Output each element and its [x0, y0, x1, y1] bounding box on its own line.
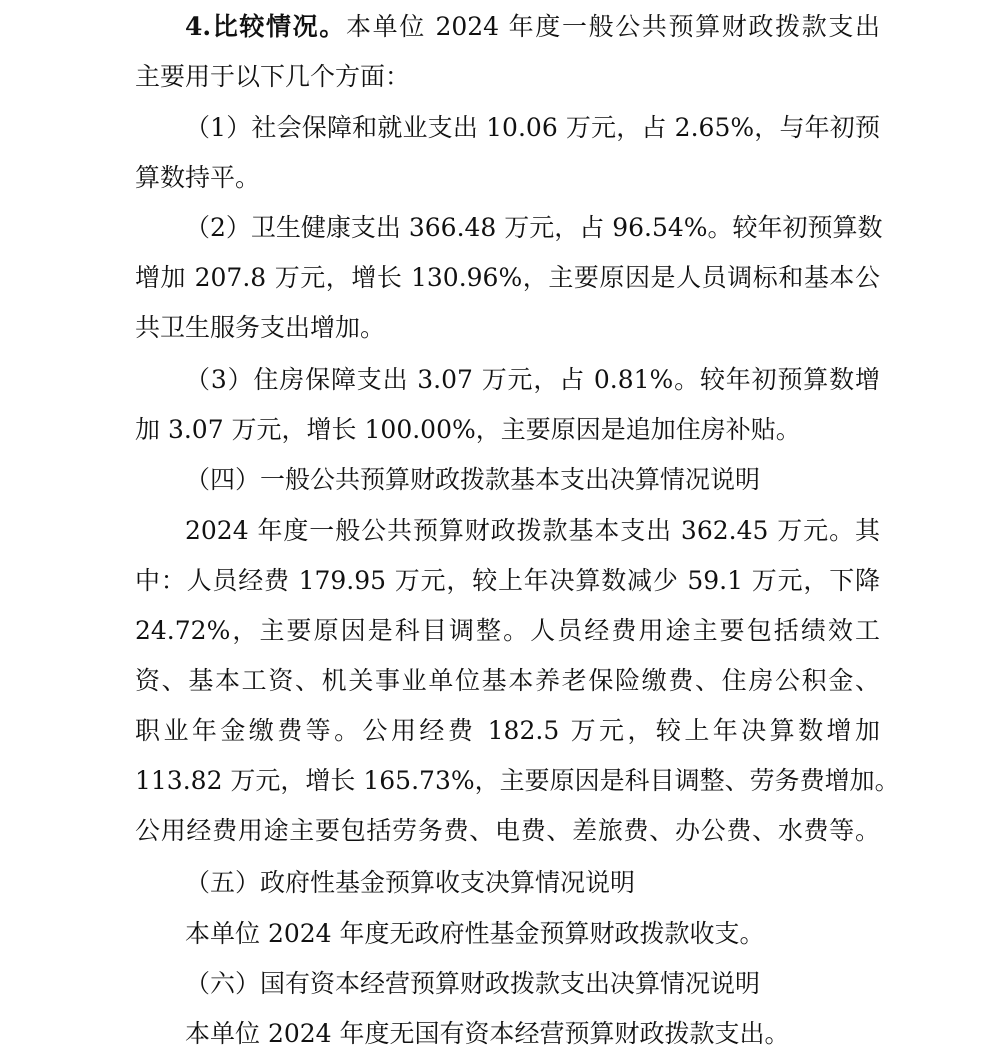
section-five-heading: （五）政府性基金预算收支决算情况说明: [185, 868, 636, 897]
section-four-heading: （四）一般公共预算财政拨款基本支出决算情况说明: [185, 465, 761, 494]
section-four-line-1: 2024 年度一般公共预算财政拨款基本支出 362.45 万元。其: [185, 516, 880, 545]
section-four-line-2: 中：人员经费 179.95 万元，较上年决算数减少 59.1 万元，下降: [135, 566, 880, 595]
comparison-heading: 4.比较情况。: [185, 12, 346, 41]
section-six-body: 本单位 2024 年度无国有资本经营预算财政拨款支出。: [185, 1019, 790, 1048]
paragraph-comparison-line-1: [185, 2, 880, 52]
section-four-line-5: 职业年金缴费等。公用经费 182.5 万元，较上年决算数增加: [135, 716, 880, 745]
section-four-line-3: 24.72%，主要原因是科目调整。人员经费用途主要包括绩效工: [135, 616, 880, 645]
item-2-line-1: （2）卫生健康支出 366.48 万元，占 96.54%。较年初预算数: [185, 213, 883, 242]
section-five-body: 本单位 2024 年度无政府性基金预算财政拨款收支。: [185, 919, 765, 948]
section-six-heading: （六）国有资本经营预算财政拨款支出决算情况说明: [185, 969, 761, 998]
item-1-line-2: 算数持平。: [135, 163, 261, 192]
section-four-line-7: 公用经费用途主要包括劳务费、电费、差旅费、办公费、水费等。: [135, 816, 880, 845]
item-1-line-1: （1）社会保障和就业支出 10.06 万元，占 2.65%，与年初预: [185, 113, 880, 142]
item-2-line-2: 增加 207.8 万元，增长 130.96%，主要原因是人员调标和基本公: [135, 263, 880, 292]
item-3-line-2: 加 3.07 万元，增长 100.00%，主要原因是追加住房补贴。: [135, 415, 801, 444]
comparison-intro-text: 本单位 2024 年度一般公共预算财政拨款支出: [345, 12, 880, 41]
item-2-line-3: 共卫生服务支出增加。: [135, 313, 386, 342]
section-four-line-4: 资、基本工资、机关事业单位基本养老保险缴费、住房公积金、: [135, 666, 880, 695]
item-3-line-1: （3）住房保障支出 3.07 万元，占 0.81%。较年初预算数增: [185, 365, 880, 394]
paragraph-comparison-line-2: 主要用于以下几个方面：: [135, 62, 411, 91]
section-four-line-6: 113.82 万元，增长 165.73%，主要原因是科目调整、劳务费增加。: [135, 766, 900, 795]
